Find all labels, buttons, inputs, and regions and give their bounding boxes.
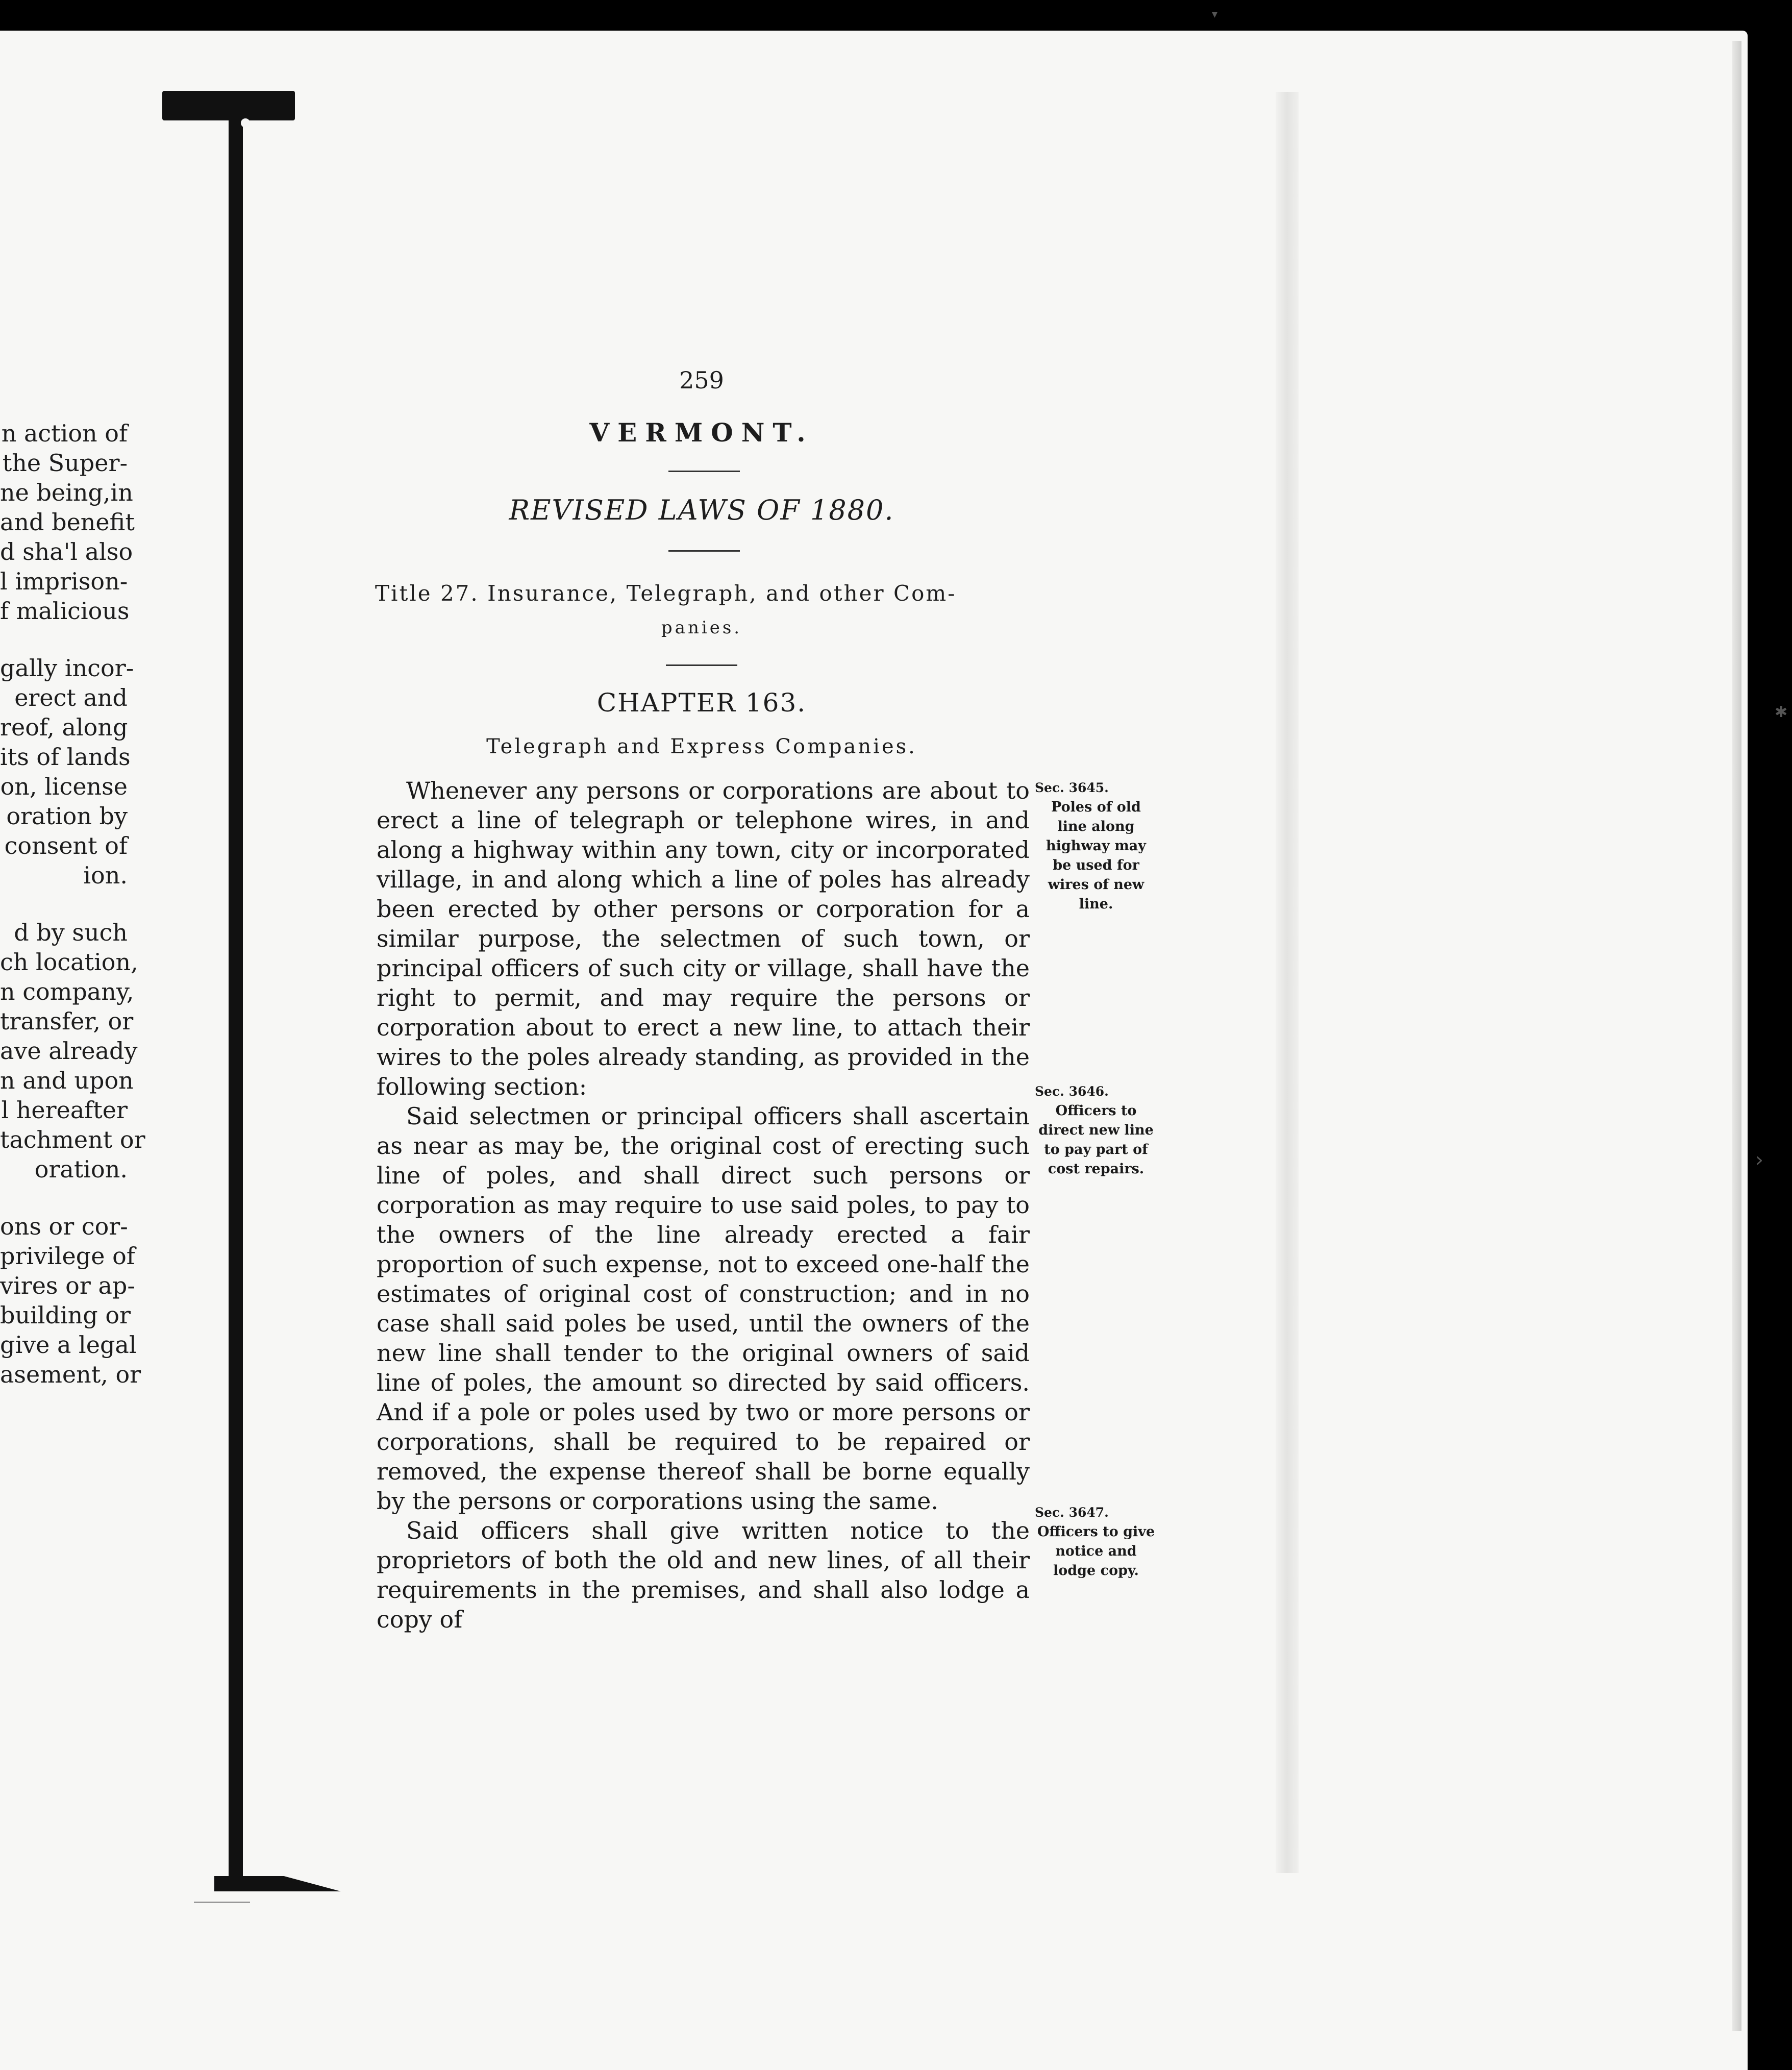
left-fragment-line: ave already bbox=[0, 1037, 138, 1065]
left-fragment-line: f malicious bbox=[0, 597, 130, 625]
scan-speck-icon: ✱ bbox=[1775, 703, 1788, 721]
left-fragment-line: tachment or bbox=[0, 1126, 145, 1153]
left-fragment-line: privilege of bbox=[0, 1242, 135, 1270]
left-fragment-line: ons or cor- bbox=[0, 1213, 128, 1240]
left-fragment-line: the Super- bbox=[2, 449, 128, 477]
left-fragment-line: oration by bbox=[6, 802, 128, 830]
margin-note-section: Sec. 3647. bbox=[1035, 1505, 1109, 1520]
left-fragment-line: ne being,in bbox=[0, 479, 133, 506]
page-edge-shadow bbox=[1732, 41, 1741, 2031]
left-fragment-line: transfer, or bbox=[0, 1007, 134, 1035]
left-fragment-line: ion. bbox=[83, 861, 128, 889]
divider-rule bbox=[668, 550, 740, 552]
left-fragment-line: consent of bbox=[4, 832, 128, 859]
left-fragment-block-c bbox=[0, 918, 145, 1184]
page-number: 259 bbox=[679, 366, 724, 394]
statute-body bbox=[377, 776, 1030, 1634]
section-3646-text: Said selectmen or principal officers shall ascertain as near as may be, the original cost of erecting such line of poles, and shall direct such persons or corporation as may require to use said poles, to pay to the owners of the line already erected a fair proportion of such expense, not to exceed one-half the estimates of original cost of construction; and in no case shall said poles be used, until the owners of the new line shall tender to the original owners of said line of poles, the amount so directed by said officers. And if a pole or poles used by two or more persons or corporations, shall be required to be repaired or removed, the expense thereof shall be borne equally by the persons or corporations using the same. bbox=[377, 1102, 1030, 1515]
left-fragment-line: n and upon bbox=[0, 1067, 134, 1094]
left-fragment-line: oration. bbox=[34, 1155, 128, 1183]
left-fragment-line: on, license bbox=[0, 773, 128, 800]
left-fragment-line: its of lands bbox=[0, 743, 131, 771]
margin-note-3645 bbox=[1035, 778, 1157, 914]
binding-clamp-top bbox=[162, 91, 295, 120]
binding-clamp-tail bbox=[194, 1896, 250, 1903]
margin-note-section: Sec. 3646. bbox=[1035, 1084, 1109, 1099]
binding-clamp-rivet bbox=[241, 118, 250, 128]
left-fragment-line: reof, along bbox=[0, 713, 128, 741]
title-line: Title 27. Insurance, Telegraph, and other Com- bbox=[375, 581, 957, 606]
left-fragment-line: asement, or bbox=[0, 1361, 141, 1388]
margin-note-text: Poles of old line along highway may be used for wires of new line. bbox=[1046, 799, 1146, 912]
left-fragment-block-d bbox=[0, 1212, 141, 1389]
state-heading: VERMONT. bbox=[589, 417, 814, 448]
margin-note-section: Sec. 3645. bbox=[1035, 780, 1109, 795]
margin-note-3647 bbox=[1035, 1503, 1157, 1581]
left-fragment-line: building or bbox=[0, 1301, 131, 1329]
left-fragment-line: give a legal bbox=[0, 1331, 137, 1359]
margin-note-text: Officers to give notice and lodge copy. bbox=[1037, 1524, 1155, 1579]
title-line-continued: panies. bbox=[661, 618, 742, 638]
left-fragment-line: gally incor- bbox=[0, 654, 134, 682]
margin-note-text: Officers to direct new line to pay part of cost repairs. bbox=[1038, 1103, 1154, 1177]
divider-rule bbox=[668, 471, 740, 472]
scan-speck-icon: ▾ bbox=[1212, 8, 1218, 21]
section-3645-text: Whenever any persons or corporations are about to erect a line of telegraph or telephone wires, in and along a highway within any town, city or incorporated village, in and along which a line of poles has already been erected by other persons or corporation for a similar purpose, the selectmen of such town, or principal officers of such city or village, shall have the right to permit, and may require the persons or corporation about to erect a new line, to attach their wires to the poles already standing, as provided in the following section: bbox=[377, 777, 1030, 1100]
page-gutter-shadow bbox=[1276, 92, 1299, 1873]
chapter-subtitle: Telegraph and Express Companies. bbox=[486, 735, 917, 758]
chapter-heading: CHAPTER 163. bbox=[596, 688, 807, 718]
binding-clamp-stem bbox=[229, 120, 243, 1876]
left-fragment-line: erect and bbox=[14, 684, 128, 711]
left-fragment-line: and benefit bbox=[0, 508, 135, 536]
left-page-fragment bbox=[0, 418, 145, 1389]
scan-fold-mark-icon: › bbox=[1755, 1148, 1763, 1172]
left-fragment-line: n action of bbox=[1, 420, 128, 447]
left-fragment-line: l hereafter bbox=[1, 1096, 128, 1124]
left-fragment-line: ch location, bbox=[0, 948, 138, 976]
left-fragment-block-a bbox=[0, 418, 135, 626]
left-fragment-line: d by such bbox=[14, 919, 128, 946]
left-fragment-line: vires or ap- bbox=[0, 1272, 135, 1299]
left-fragment-block-b bbox=[0, 653, 134, 890]
margin-note-3646 bbox=[1035, 1082, 1157, 1179]
left-fragment-line: l imprison- bbox=[0, 568, 128, 595]
divider-rule bbox=[666, 664, 737, 666]
left-fragment-line: d sha'l also bbox=[0, 538, 133, 565]
section-3647-text: Said officers shall give written notice to the proprietors of both the old and new lines, of all their requirements in the premises, and shall also lodge a copy of bbox=[377, 1517, 1030, 1633]
left-fragment-line: n company, bbox=[0, 978, 134, 1005]
laws-title: REVISED LAWS OF 1880. bbox=[509, 494, 894, 526]
